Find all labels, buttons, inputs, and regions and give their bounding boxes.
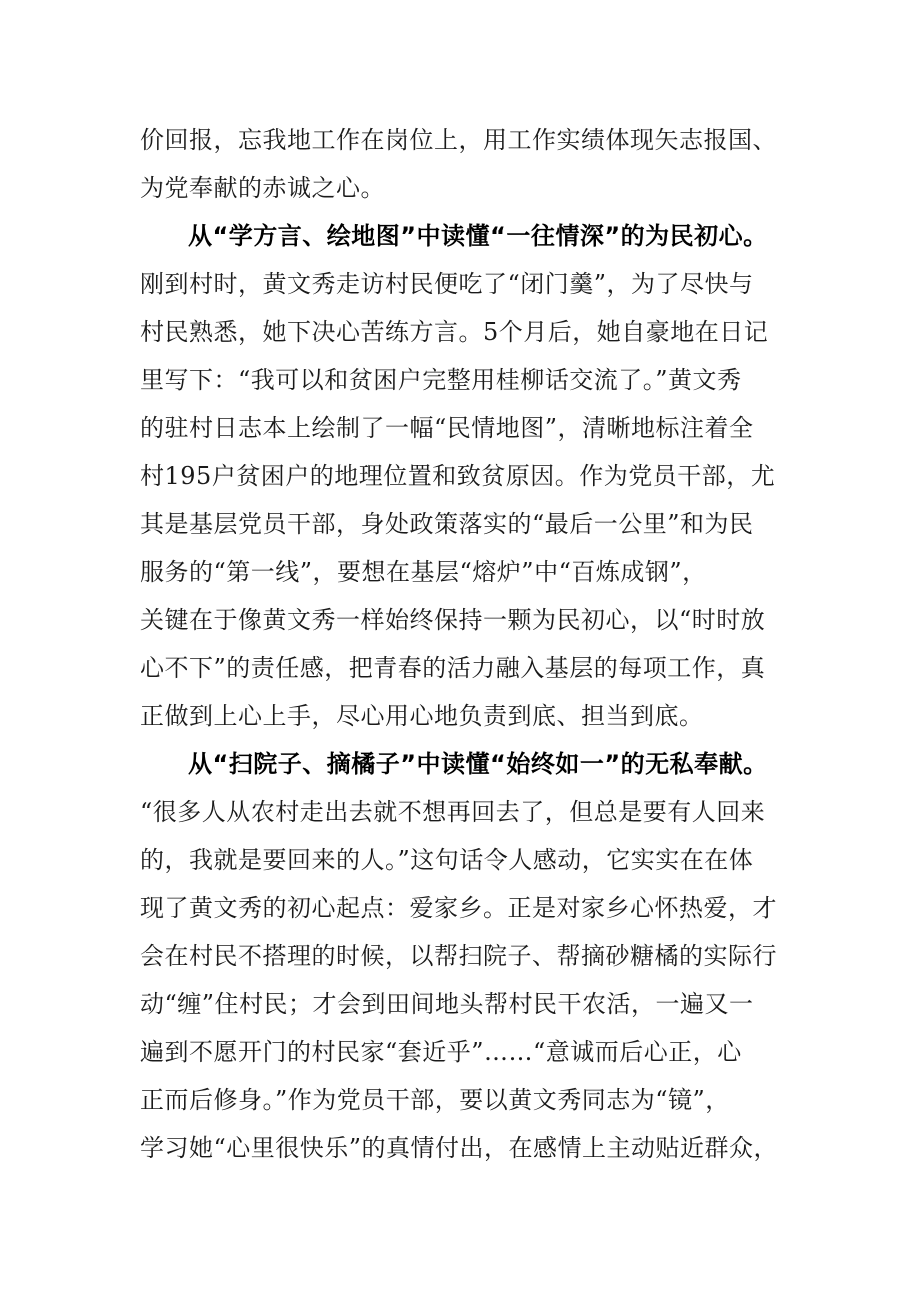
text-line: 的驻村日志本上绘制了一幅“民情地图”，清晰地标注着全 (140, 414, 754, 442)
text-line: 学习她“心里很快乐”的真情付出，在感情上主动贴近群众， (140, 1134, 779, 1162)
text-line: 里写下：“我可以和贫困户完整用桂柳话交流了。”黄文秀 (140, 366, 742, 394)
text-line: 村民熟悉，她下决心苦练方言。5个月后，她自豪地在日记 (140, 318, 769, 346)
text-line: 其是基层党员干部，身处政策落实的“最后一公里”和为民 (140, 510, 754, 538)
text-line: 现了黄文秀的初心起点：爱家乡。正是对家乡心怀热爱，才 (140, 894, 777, 922)
text-line: 服务的“第一线”，要想在基层“熔炉”中“百炼成钢”， (140, 558, 707, 586)
text-line: 关键在于像黄文秀一样始终保持一颗为民初心，以“时时放 (140, 606, 766, 634)
text-line: 会在村民不搭理的时候，以帮扫院子、帮摘砂糖橘的实际行 (140, 942, 777, 970)
text-line: “很多人从农村走出去就不想再回去了，但总是要有人回来 (140, 798, 766, 826)
text-line: 心不下”的责任感，把青春的活力融入基层的每项工作，真 (140, 654, 766, 682)
text-line: 村195户贫困户的地理位置和致贫原因。作为党员干部，尤 (140, 462, 776, 490)
section-heading: 从“学方言、绘地图”中读懂“一往情深”的为民初心。 (188, 222, 768, 250)
text-line: 刚到村时，黄文秀走访村民便吃了“闭门羹”，为了尽快与 (140, 270, 754, 298)
text-line: 遍到不愿开门的村民家“套近乎”……“意诚而后心正，心 (140, 1038, 742, 1066)
text-line: 价回报，忘我地工作在岗位上，用工作实绩体现矢志报国、 (140, 126, 777, 154)
text-line: 的，我就是要回来的人。”这句话令人感动，它实实在在体 (140, 846, 754, 874)
text-line: 正而后修身。”作为党员干部，要以黄文秀同志为“镜”， (140, 1086, 730, 1114)
text-line: 正做到上心上手，尽心用心地负责到底、担当到底。 (140, 702, 704, 730)
text-line: 为党奉献的赤诚之心。 (140, 174, 385, 202)
section-heading: 从“扫院子、摘橘子”中读懂“始终如一”的无私奉献。 (188, 750, 768, 778)
text-line: 动“缠”住村民；才会到田间地头帮村民干农活，一遍又一 (140, 990, 754, 1018)
